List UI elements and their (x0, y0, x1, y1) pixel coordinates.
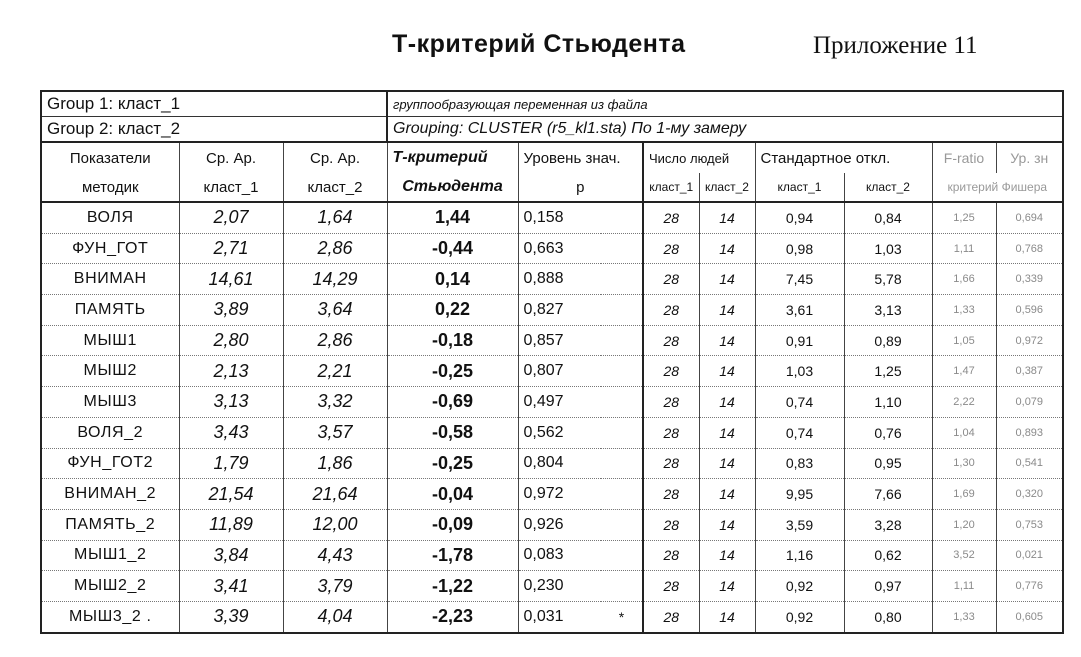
n-cluster-2: 14 (699, 509, 755, 540)
col-header-mean-2: Ср. Ар. (283, 142, 387, 173)
sd-cluster-1: 0,94 (755, 202, 844, 233)
significance-mark (601, 202, 643, 233)
appendix-label: Приложение 11 (813, 32, 978, 59)
col-subheader-n-cluster-1: класт_1 (643, 173, 699, 202)
col-subheader-cluster-2: класт_2 (283, 173, 387, 202)
mean-cluster-2: 2,21 (283, 356, 387, 387)
significance-mark (601, 387, 643, 418)
sd-cluster-1: 1,16 (755, 540, 844, 571)
mean-cluster-1: 3,39 (179, 601, 283, 632)
p-value: 0,230 (518, 571, 601, 602)
mean-cluster-2: 3,64 (283, 295, 387, 326)
sd-cluster-2: 1,03 (844, 233, 932, 264)
p-value: 0,804 (518, 448, 601, 479)
group2-label: Group 2: класт_2 (41, 117, 387, 143)
sd-cluster-2: 0,97 (844, 571, 932, 602)
n-cluster-2: 14 (699, 264, 755, 295)
mean-cluster-1: 2,13 (179, 356, 283, 387)
mean-cluster-2: 4,43 (283, 540, 387, 571)
n-cluster-2: 14 (699, 601, 755, 632)
mean-cluster-2: 21,64 (283, 479, 387, 510)
f-significance: 0,387 (996, 356, 1063, 387)
f-significance: 0,541 (996, 448, 1063, 479)
sd-cluster-1: 0,74 (755, 387, 844, 418)
group1-description: группообразующая переменная из файла (387, 91, 1063, 117)
f-significance: 0,021 (996, 540, 1063, 571)
mean-cluster-1: 2,71 (179, 233, 283, 264)
sd-cluster-2: 5,78 (844, 264, 932, 295)
mean-cluster-2: 14,29 (283, 264, 387, 295)
mean-cluster-2: 1,64 (283, 202, 387, 233)
data-rows (41, 202, 1063, 633)
n-cluster-1: 28 (643, 417, 699, 448)
col-subheader-cluster-1: класт_1 (179, 173, 283, 202)
indicator-name: ВНИМАН_2 (41, 479, 179, 510)
n-cluster-2: 14 (699, 356, 755, 387)
mean-cluster-1: 3,41 (179, 571, 283, 602)
f-ratio: 1,05 (932, 325, 996, 356)
n-cluster-1: 28 (643, 202, 699, 233)
f-ratio: 1,47 (932, 356, 996, 387)
n-cluster-2: 14 (699, 417, 755, 448)
group1-label: Group 1: класт_1 (41, 91, 387, 117)
n-cluster-1: 28 (643, 264, 699, 295)
f-ratio: 1,69 (932, 479, 996, 510)
f-significance: 0,339 (996, 264, 1063, 295)
f-significance: 0,768 (996, 233, 1063, 264)
indicator-name: ВОЛЯ_2 (41, 417, 179, 448)
mean-cluster-2: 3,79 (283, 571, 387, 602)
sd-cluster-1: 3,61 (755, 295, 844, 326)
table-row (41, 479, 1063, 510)
col-header-f-ratio: F-ratio (932, 142, 996, 173)
n-cluster-1: 28 (643, 479, 699, 510)
p-value: 0,888 (518, 264, 601, 295)
indicator-name: ВНИМАН (41, 264, 179, 295)
mean-cluster-1: 1,79 (179, 448, 283, 479)
sd-cluster-1: 3,59 (755, 509, 844, 540)
page-title: Т-критерий Стьюдента (392, 30, 686, 58)
mean-cluster-2: 1,86 (283, 448, 387, 479)
col-subheader-student: Стьюдента (387, 173, 518, 202)
indicator-name: МЫШ2_2 (41, 571, 179, 602)
sd-cluster-2: 0,76 (844, 417, 932, 448)
sd-cluster-1: 0,91 (755, 325, 844, 356)
t-value: 1,44 (387, 202, 518, 233)
f-ratio: 3,52 (932, 540, 996, 571)
mean-cluster-1: 2,07 (179, 202, 283, 233)
t-value: -1,22 (387, 571, 518, 602)
significance-mark (601, 540, 643, 571)
sd-cluster-1: 9,95 (755, 479, 844, 510)
p-value: 0,926 (518, 509, 601, 540)
significance-mark (601, 479, 643, 510)
n-cluster-2: 14 (699, 233, 755, 264)
mean-cluster-2: 2,86 (283, 325, 387, 356)
f-significance: 0,893 (996, 417, 1063, 448)
p-value: 0,857 (518, 325, 601, 356)
significance-mark (601, 356, 643, 387)
t-value: -0,18 (387, 325, 518, 356)
col-header-significance: Уровень знач. (518, 142, 643, 173)
n-cluster-2: 14 (699, 571, 755, 602)
indicator-name: ФУН_ГОТ (41, 233, 179, 264)
col-header-t-test: Т-критерий (387, 142, 518, 173)
t-value: 0,14 (387, 264, 518, 295)
sd-cluster-1: 1,03 (755, 356, 844, 387)
col-subheader-n-cluster-2: класт_2 (699, 173, 755, 202)
f-ratio: 1,25 (932, 202, 996, 233)
t-value: -0,44 (387, 233, 518, 264)
f-ratio: 1,33 (932, 601, 996, 632)
mean-cluster-2: 4,04 (283, 601, 387, 632)
table-row (41, 387, 1063, 418)
t-value: -0,25 (387, 448, 518, 479)
mean-cluster-1: 3,13 (179, 387, 283, 418)
n-cluster-1: 28 (643, 571, 699, 602)
significance-mark: * (601, 601, 643, 632)
sd-cluster-2: 3,28 (844, 509, 932, 540)
n-cluster-1: 28 (643, 509, 699, 540)
indicator-name: МЫШ2 (41, 356, 179, 387)
col-header-mean-1: Ср. Ар. (179, 142, 283, 173)
f-significance: 0,605 (996, 601, 1063, 632)
p-value: 0,972 (518, 479, 601, 510)
header-row-1 (41, 142, 1063, 173)
t-value: -1,78 (387, 540, 518, 571)
p-value: 0,031 (518, 601, 601, 632)
sd-cluster-1: 0,74 (755, 417, 844, 448)
f-significance: 0,972 (996, 325, 1063, 356)
p-value: 0,827 (518, 295, 601, 326)
n-cluster-1: 28 (643, 540, 699, 571)
f-ratio: 2,22 (932, 387, 996, 418)
table-row (41, 417, 1063, 448)
sd-cluster-2: 0,80 (844, 601, 932, 632)
sd-cluster-1: 0,83 (755, 448, 844, 479)
significance-mark (601, 571, 643, 602)
significance-mark (601, 509, 643, 540)
n-cluster-2: 14 (699, 540, 755, 571)
f-ratio: 1,30 (932, 448, 996, 479)
t-value: 0,22 (387, 295, 518, 326)
t-value: -0,25 (387, 356, 518, 387)
indicator-name: ФУН_ГОТ2 (41, 448, 179, 479)
sd-cluster-2: 0,95 (844, 448, 932, 479)
n-cluster-1: 28 (643, 448, 699, 479)
mean-cluster-2: 3,32 (283, 387, 387, 418)
significance-mark (601, 325, 643, 356)
mean-cluster-1: 3,43 (179, 417, 283, 448)
sd-cluster-1: 0,98 (755, 233, 844, 264)
t-value: -0,69 (387, 387, 518, 418)
table-row (41, 448, 1063, 479)
col-header-f-significance: Ур. зн (996, 142, 1063, 173)
n-cluster-1: 28 (643, 325, 699, 356)
group2-description: Grouping: CLUSTER (r5_kl1.sta) По 1-му замеру (387, 117, 1063, 143)
col-subheader-sd-cluster-2: класт_2 (844, 173, 932, 202)
f-ratio: 1,04 (932, 417, 996, 448)
col-subheader-methods: методик (41, 173, 179, 202)
p-value: 0,562 (518, 417, 601, 448)
f-significance: 0,079 (996, 387, 1063, 418)
p-value: 0,083 (518, 540, 601, 571)
f-ratio: 1,11 (932, 233, 996, 264)
indicator-name: МЫШ1 (41, 325, 179, 356)
n-cluster-1: 28 (643, 356, 699, 387)
significance-mark (601, 448, 643, 479)
significance-mark (601, 264, 643, 295)
n-cluster-2: 14 (699, 202, 755, 233)
t-value: -2,23 (387, 601, 518, 632)
col-subheader-sd-cluster-1: класт_1 (755, 173, 844, 202)
f-ratio: 1,20 (932, 509, 996, 540)
sd-cluster-1: 0,92 (755, 571, 844, 602)
p-value: 0,663 (518, 233, 601, 264)
n-cluster-2: 14 (699, 448, 755, 479)
n-cluster-1: 28 (643, 233, 699, 264)
f-ratio: 1,11 (932, 571, 996, 602)
table-row (41, 356, 1063, 387)
mean-cluster-2: 3,57 (283, 417, 387, 448)
mean-cluster-2: 12,00 (283, 509, 387, 540)
col-subheader-p: p (518, 173, 643, 202)
p-value: 0,807 (518, 356, 601, 387)
group-row-2 (41, 117, 1063, 143)
col-subheader-fisher: критерий Фишера (932, 173, 1063, 202)
f-significance: 0,694 (996, 202, 1063, 233)
significance-mark (601, 417, 643, 448)
f-significance: 0,776 (996, 571, 1063, 602)
table-row (41, 509, 1063, 540)
table-row (41, 540, 1063, 571)
sd-cluster-2: 1,25 (844, 356, 932, 387)
indicator-name: МЫШ3 (41, 387, 179, 418)
f-significance: 0,596 (996, 295, 1063, 326)
table-row (41, 325, 1063, 356)
mean-cluster-1: 3,89 (179, 295, 283, 326)
significance-mark (601, 233, 643, 264)
f-significance: 0,320 (996, 479, 1063, 510)
sd-cluster-2: 0,84 (844, 202, 932, 233)
n-cluster-2: 14 (699, 479, 755, 510)
group-row-1 (41, 91, 1063, 117)
sd-cluster-2: 3,13 (844, 295, 932, 326)
header-row-2 (41, 173, 1063, 202)
table-row (41, 264, 1063, 295)
n-cluster-1: 28 (643, 295, 699, 326)
mean-cluster-1: 14,61 (179, 264, 283, 295)
n-cluster-2: 14 (699, 295, 755, 326)
sd-cluster-2: 0,89 (844, 325, 932, 356)
t-value: -0,09 (387, 509, 518, 540)
col-header-people-count: Число людей (643, 142, 755, 173)
n-cluster-2: 14 (699, 387, 755, 418)
sd-cluster-2: 0,62 (844, 540, 932, 571)
table-row (41, 202, 1063, 233)
n-cluster-2: 14 (699, 325, 755, 356)
t-value: -0,58 (387, 417, 518, 448)
ttest-table (40, 90, 1064, 634)
indicator-name: ПАМЯТЬ (41, 295, 179, 326)
sd-cluster-2: 1,10 (844, 387, 932, 418)
f-ratio: 1,33 (932, 295, 996, 326)
mean-cluster-1: 21,54 (179, 479, 283, 510)
mean-cluster-1: 11,89 (179, 509, 283, 540)
t-value: -0,04 (387, 479, 518, 510)
table-row (41, 601, 1063, 632)
f-significance: 0,753 (996, 509, 1063, 540)
p-value: 0,497 (518, 387, 601, 418)
n-cluster-1: 28 (643, 387, 699, 418)
sd-cluster-1: 0,92 (755, 601, 844, 632)
sd-cluster-1: 7,45 (755, 264, 844, 295)
table-row (41, 295, 1063, 326)
mean-cluster-2: 2,86 (283, 233, 387, 264)
col-header-indicators: Показатели (41, 142, 179, 173)
mean-cluster-1: 3,84 (179, 540, 283, 571)
col-header-std-dev: Стандартное откл. (755, 142, 932, 173)
p-value: 0,158 (518, 202, 601, 233)
mean-cluster-1: 2,80 (179, 325, 283, 356)
f-ratio: 1,66 (932, 264, 996, 295)
n-cluster-1: 28 (643, 601, 699, 632)
indicator-name: ПАМЯТЬ_2 (41, 509, 179, 540)
significance-mark (601, 295, 643, 326)
indicator-name: ВОЛЯ (41, 202, 179, 233)
indicator-name: МЫШ1_2 (41, 540, 179, 571)
sd-cluster-2: 7,66 (844, 479, 932, 510)
table-row (41, 233, 1063, 264)
indicator-name: МЫШ3_2 . (41, 601, 179, 632)
table-row (41, 571, 1063, 602)
